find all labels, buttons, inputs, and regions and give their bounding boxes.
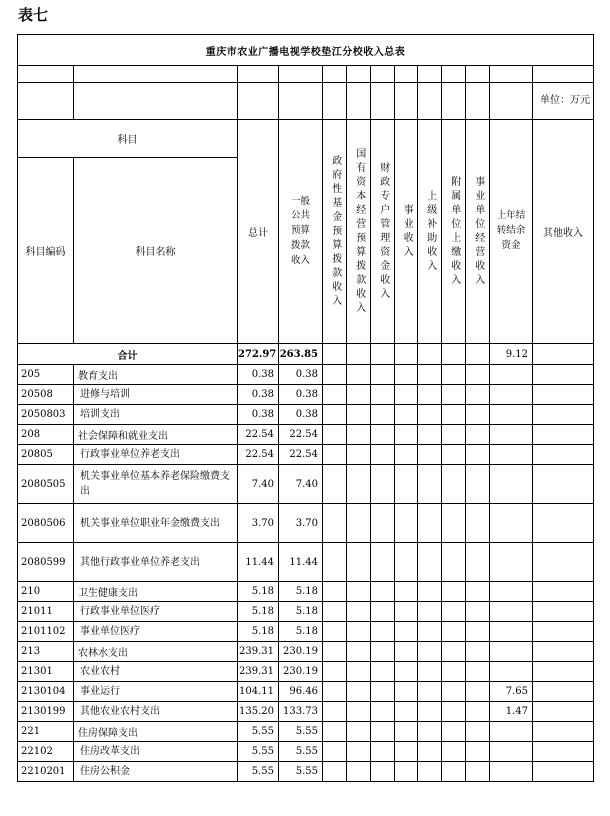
subject-code-cell: 208 — [18, 425, 74, 445]
empty-cell — [442, 642, 466, 662]
empty-cell — [466, 682, 490, 702]
header-total: 总计 — [238, 120, 279, 344]
empty-cell — [371, 582, 395, 602]
empty-cell — [323, 504, 347, 543]
table-row — [18, 465, 594, 504]
general-budget-cell: 5.55 — [279, 722, 323, 742]
subject-name-cell: 机关事业单位职业年金缴费支出 — [74, 504, 238, 543]
empty-cell — [347, 543, 371, 582]
total-cell: 0.38 — [238, 405, 279, 425]
carryover-cell — [490, 762, 533, 782]
empty-cell — [442, 682, 466, 702]
general-budget-cell: 5.55 — [279, 742, 323, 762]
empty-cell — [418, 405, 442, 425]
empty-cell — [442, 622, 466, 642]
empty-cell — [371, 702, 395, 722]
other-income-cell — [533, 365, 594, 385]
other-income-cell — [533, 504, 594, 543]
table-row — [18, 642, 594, 662]
table-title: 重庆市农业广播电视学校垫江分校收入总表 — [18, 35, 594, 66]
general-budget-cell: 5.18 — [279, 582, 323, 602]
empty-cell — [371, 602, 395, 622]
empty-cell — [371, 465, 395, 504]
empty-cell — [371, 622, 395, 642]
empty-cell — [323, 662, 347, 682]
other-income-cell — [533, 543, 594, 582]
other-income-cell — [533, 742, 594, 762]
empty-cell — [347, 662, 371, 682]
subject-name-cell: 进修与培训 — [74, 385, 238, 405]
general-budget-cell: 11.44 — [279, 543, 323, 582]
subject-name-cell: 其他农业农村支出 — [74, 702, 238, 722]
subject-name-cell: 其他行政事业单位养老支出 — [74, 543, 238, 582]
table-row — [18, 682, 594, 702]
empty-cell — [347, 682, 371, 702]
subject-name-cell: 培训支出 — [74, 405, 238, 425]
subject-code-cell: 2130104 — [18, 682, 74, 702]
subject-name-cell: 行政事业单位养老支出 — [74, 445, 238, 465]
empty-cell — [466, 762, 490, 782]
empty-cell — [323, 385, 347, 405]
empty-cell — [395, 504, 418, 543]
subject-code-cell: 2080505 — [18, 465, 74, 504]
empty-cell — [323, 445, 347, 465]
carryover-cell — [490, 504, 533, 543]
empty-cell — [323, 762, 347, 782]
general-budget-cell: 230.19 — [279, 642, 323, 662]
total-row — [18, 344, 594, 365]
empty-cell — [442, 582, 466, 602]
empty-cell — [395, 742, 418, 762]
empty-cell — [466, 622, 490, 642]
total-cell: 135.20 — [238, 702, 279, 722]
header-fiscal-special: 财政专户管理资金收入 — [371, 120, 395, 344]
total-cell: 5.55 — [238, 722, 279, 742]
empty-cell — [442, 543, 466, 582]
empty-cell — [466, 642, 490, 662]
header-state-capital: 国有资本经营预算拨款收入 — [347, 120, 371, 344]
empty-cell — [466, 504, 490, 543]
empty-cell — [418, 622, 442, 642]
empty-cell — [371, 504, 395, 543]
empty-cell — [347, 582, 371, 602]
total-amount: 272.97 — [238, 344, 279, 365]
subject-name-cell: 行政事业单位医疗 — [74, 602, 238, 622]
subject-name-cell: 农林水支出 — [74, 642, 238, 662]
other-income-cell — [533, 602, 594, 622]
other-income-cell — [533, 762, 594, 782]
income-summary-table — [17, 34, 594, 782]
subject-name-cell: 农业农村 — [74, 662, 238, 682]
header-affiliated-income: 附属单位上缴收入 — [442, 120, 466, 344]
subject-name-cell: 机关事业单位基本养老保险缴费支出 — [74, 465, 238, 504]
table-row — [18, 504, 594, 543]
general-budget-cell: 3.70 — [279, 504, 323, 543]
empty-cell — [371, 682, 395, 702]
empty-cell — [418, 722, 442, 742]
empty-cell — [442, 504, 466, 543]
other-income-cell — [533, 702, 594, 722]
empty-cell — [418, 742, 442, 762]
subject-name-cell: 教育支出 — [74, 365, 238, 385]
table-row — [18, 622, 594, 642]
header-operating-income: 事业单位经营收入 — [466, 120, 490, 344]
empty-cell — [418, 642, 442, 662]
other-income-cell — [533, 662, 594, 682]
empty-cell — [418, 504, 442, 543]
empty-cell — [371, 445, 395, 465]
empty-cell — [395, 465, 418, 504]
subject-code-cell: 2080506 — [18, 504, 74, 543]
total-cell: 5.18 — [238, 602, 279, 622]
subject-name-cell: 住房公积金 — [74, 762, 238, 782]
total-cell: 22.54 — [238, 425, 279, 445]
empty-cell — [371, 662, 395, 682]
empty-cell — [395, 622, 418, 642]
total-cell: 0.38 — [238, 385, 279, 405]
total-general-budget: 263.85 — [279, 344, 323, 365]
general-budget-cell: 5.55 — [279, 762, 323, 782]
empty-cell — [442, 425, 466, 445]
empty-cell — [395, 365, 418, 385]
empty-cell — [371, 543, 395, 582]
empty-cell — [466, 543, 490, 582]
empty-cell — [466, 722, 490, 742]
empty-cell — [371, 405, 395, 425]
table-number-label: 表七 — [18, 6, 49, 24]
empty-cell — [442, 602, 466, 622]
carryover-cell — [490, 445, 533, 465]
empty-cell — [347, 642, 371, 662]
empty-cell — [418, 602, 442, 622]
header-other-income: 其他收入 — [533, 120, 594, 344]
empty-cell — [323, 742, 347, 762]
other-income-cell — [533, 682, 594, 702]
subject-code-cell: 21011 — [18, 602, 74, 622]
carryover-cell — [490, 465, 533, 504]
carryover-cell — [490, 642, 533, 662]
empty-cell — [323, 543, 347, 582]
subject-name-cell: 社会保障和就业支出 — [74, 425, 238, 445]
empty-cell — [418, 762, 442, 782]
empty-cell — [395, 405, 418, 425]
empty-cell — [395, 602, 418, 622]
carryover-cell: 1.47 — [490, 702, 533, 722]
empty-cell — [323, 365, 347, 385]
empty-cell — [323, 405, 347, 425]
subject-code-cell: 221 — [18, 722, 74, 742]
empty-cell — [466, 385, 490, 405]
empty-cell — [323, 465, 347, 504]
empty-cell — [418, 582, 442, 602]
total-cell: 5.55 — [238, 762, 279, 782]
unit-label: 单位：万元 — [533, 83, 594, 120]
total-cell: 239.31 — [238, 662, 279, 682]
carryover-cell — [490, 662, 533, 682]
header-carryover: 上年结转结余资金 — [490, 120, 533, 344]
general-budget-cell: 0.38 — [279, 405, 323, 425]
table-row — [18, 543, 594, 582]
subject-code-cell: 210 — [18, 582, 74, 602]
carryover-cell — [490, 582, 533, 602]
empty-cell — [466, 702, 490, 722]
empty-cell — [323, 702, 347, 722]
empty-cell — [371, 365, 395, 385]
empty-cell — [395, 425, 418, 445]
header-business-income: 事业收入 — [395, 120, 418, 344]
empty-cell — [347, 762, 371, 782]
table-row — [18, 662, 594, 682]
general-budget-cell: 22.54 — [279, 425, 323, 445]
total-cell: 104.11 — [238, 682, 279, 702]
empty-cell — [347, 622, 371, 642]
header-subject: 科目 — [18, 120, 238, 158]
table-row — [18, 365, 594, 385]
empty-cell — [347, 385, 371, 405]
empty-cell — [442, 722, 466, 742]
empty-cell — [466, 365, 490, 385]
total-cell: 3.70 — [238, 504, 279, 543]
empty-cell — [466, 602, 490, 622]
empty-cell — [347, 602, 371, 622]
empty-cell — [466, 582, 490, 602]
empty-cell — [395, 722, 418, 742]
empty-cell — [347, 465, 371, 504]
total-cell: 0.38 — [238, 365, 279, 385]
carryover-cell — [490, 365, 533, 385]
empty-cell — [395, 385, 418, 405]
empty-cell — [466, 405, 490, 425]
empty-cell — [418, 682, 442, 702]
empty-cell — [395, 702, 418, 722]
empty-cell — [418, 425, 442, 445]
subject-code-cell: 2101102 — [18, 622, 74, 642]
empty-cell — [418, 543, 442, 582]
total-label: 合计 — [18, 344, 238, 365]
other-income-cell — [533, 385, 594, 405]
empty-cell — [418, 365, 442, 385]
header-subject-name: 科目名称 — [74, 158, 238, 344]
general-budget-cell: 96.46 — [279, 682, 323, 702]
table-row — [18, 742, 594, 762]
total-cell: 11.44 — [238, 543, 279, 582]
subject-code-cell: 213 — [18, 642, 74, 662]
other-income-cell — [533, 642, 594, 662]
empty-cell — [347, 742, 371, 762]
empty-cell — [395, 762, 418, 782]
empty-cell — [347, 365, 371, 385]
table-row — [18, 445, 594, 465]
subject-name-cell: 事业运行 — [74, 682, 238, 702]
other-income-cell — [533, 465, 594, 504]
empty-cell — [395, 642, 418, 662]
empty-cell — [466, 445, 490, 465]
empty-cell — [442, 465, 466, 504]
empty-cell — [323, 622, 347, 642]
empty-cell — [371, 385, 395, 405]
total-cell: 5.18 — [238, 582, 279, 602]
empty-cell — [347, 504, 371, 543]
general-budget-cell: 7.40 — [279, 465, 323, 504]
carryover-cell — [490, 602, 533, 622]
subject-code-cell: 2130199 — [18, 702, 74, 722]
total-carryover: 9.12 — [490, 344, 533, 365]
empty-cell — [466, 425, 490, 445]
empty-cell — [466, 742, 490, 762]
general-budget-cell: 0.38 — [279, 385, 323, 405]
empty-cell — [371, 742, 395, 762]
carryover-cell — [490, 543, 533, 582]
table-row — [18, 425, 594, 445]
table-row — [18, 582, 594, 602]
table-row — [18, 405, 594, 425]
header-general-budget: 一般公共预算拨款收入 — [279, 120, 323, 344]
empty-cell — [442, 405, 466, 425]
empty-cell — [442, 445, 466, 465]
empty-cell — [395, 682, 418, 702]
general-budget-cell: 22.54 — [279, 445, 323, 465]
subject-code-cell: 2210201 — [18, 762, 74, 782]
other-income-cell — [533, 622, 594, 642]
carryover-cell — [490, 385, 533, 405]
carryover-cell — [490, 425, 533, 445]
subject-code-cell: 2080599 — [18, 543, 74, 582]
total-cell: 22.54 — [238, 445, 279, 465]
subject-code-cell: 22102 — [18, 742, 74, 762]
empty-cell — [442, 762, 466, 782]
empty-cell — [395, 582, 418, 602]
header-gov-fund: 政府性基金预算拨款收入 — [323, 120, 347, 344]
general-budget-cell: 0.38 — [279, 365, 323, 385]
empty-cell — [323, 722, 347, 742]
empty-cell — [418, 465, 442, 504]
empty-cell — [347, 425, 371, 445]
carryover-cell — [490, 405, 533, 425]
empty-cell — [323, 682, 347, 702]
subject-code-cell: 20508 — [18, 385, 74, 405]
carryover-cell — [490, 622, 533, 642]
empty-cell — [418, 702, 442, 722]
empty-cell — [442, 742, 466, 762]
empty-cell — [466, 662, 490, 682]
subject-name-cell: 事业单位医疗 — [74, 622, 238, 642]
total-cell: 5.55 — [238, 742, 279, 762]
subject-name-cell: 卫生健康支出 — [74, 582, 238, 602]
table-row — [18, 722, 594, 742]
empty-cell — [371, 642, 395, 662]
subject-code-cell: 2050803 — [18, 405, 74, 425]
header-subject-code: 科目编码 — [18, 158, 74, 344]
other-income-cell — [533, 425, 594, 445]
empty-cell — [442, 702, 466, 722]
header-superior-subsidy: 上级补助收入 — [418, 120, 442, 344]
empty-cell — [442, 385, 466, 405]
empty-cell — [418, 385, 442, 405]
empty-cell — [395, 662, 418, 682]
empty-cell — [347, 702, 371, 722]
empty-cell — [347, 445, 371, 465]
table-row — [18, 602, 594, 622]
empty-cell — [442, 662, 466, 682]
empty-cell — [323, 642, 347, 662]
empty-cell — [371, 762, 395, 782]
other-income-cell — [533, 445, 594, 465]
general-budget-cell: 230.19 — [279, 662, 323, 682]
empty-cell — [418, 662, 442, 682]
empty-cell — [323, 425, 347, 445]
empty-cell — [347, 722, 371, 742]
empty-cell — [323, 602, 347, 622]
subject-code-cell: 21301 — [18, 662, 74, 682]
empty-cell — [466, 465, 490, 504]
carryover-cell: 7.65 — [490, 682, 533, 702]
empty-cell — [323, 582, 347, 602]
empty-cell — [395, 445, 418, 465]
table-row — [18, 762, 594, 782]
empty-cell — [371, 722, 395, 742]
carryover-cell — [490, 722, 533, 742]
subject-name-cell: 住房改革支出 — [74, 742, 238, 762]
other-income-cell — [533, 582, 594, 602]
other-income-cell — [533, 722, 594, 742]
general-budget-cell: 5.18 — [279, 622, 323, 642]
empty-cell — [347, 405, 371, 425]
subject-name-cell: 住房保障支出 — [74, 722, 238, 742]
total-cell: 7.40 — [238, 465, 279, 504]
carryover-cell — [490, 742, 533, 762]
total-cell: 239.31 — [238, 642, 279, 662]
subject-code-cell: 205 — [18, 365, 74, 385]
empty-cell — [418, 445, 442, 465]
table-row — [18, 385, 594, 405]
subject-code-cell: 20805 — [18, 445, 74, 465]
general-budget-cell: 133.73 — [279, 702, 323, 722]
empty-cell — [395, 543, 418, 582]
general-budget-cell: 5.18 — [279, 602, 323, 622]
empty-cell — [371, 425, 395, 445]
total-cell: 5.18 — [238, 622, 279, 642]
table-row — [18, 702, 594, 722]
other-income-cell — [533, 405, 594, 425]
empty-cell — [442, 365, 466, 385]
